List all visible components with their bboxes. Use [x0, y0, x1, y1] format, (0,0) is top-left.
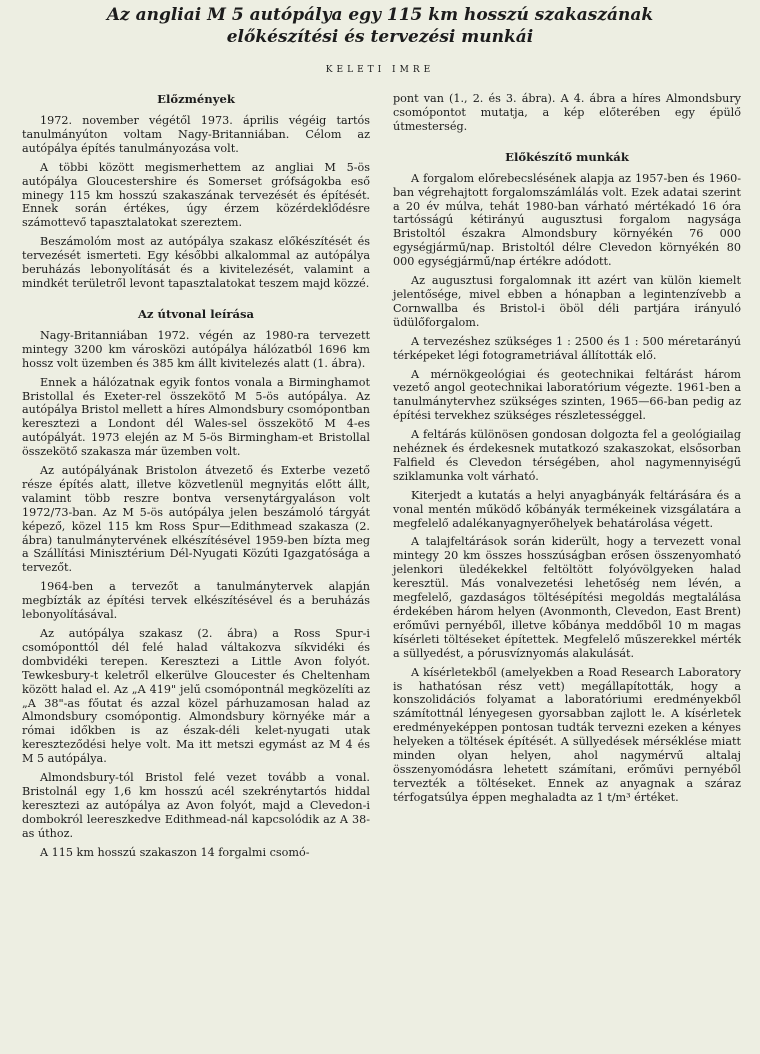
author-name: KELETI IMRE: [325, 65, 435, 75]
paragraph: Ennek a hálózatnak egyik fontos vonala a Birminghamot Bristollal és Exeter-rel összekötő M 5-ös autópálya. Az autópálya Bristol mellett a híres Almondsbury csomópontban keresztezi a Londont dél Wales-sel összekötő M 4-es autópályát. 1973 elején az M 5-ös Birmingham-et Bristollal összekötő szakasza már üzemben volt.: [22, 375, 370, 459]
paragraph: A talajfeltárások során kiderült, hogy a tervezett vonal mintegy 20 km összes hosszúságban erősen összenyomható jelenkori üledékekkel feltöltött folyóvölgyeken halad keresztül. Más vonalvezetési lehetőség nem lévén, a megfelelő, gazdaságos töltésépítési megoldás megtalálása érdekében három helyen (Avonmonth, Clevedon, East Brent) erőművi pernyéből, illetve kőbánya meddőből 10 m magas kísérleti töltéseket építettek. Megfelelő műszerekkel mérték a süllyedést, a pórusvíznyomás alakulását.: [393, 535, 741, 660]
paragraph: A forgalom előrebecslésének alapja az 1957-ben és 1960-ban végrehajtott forgalomszámlálás volt. Ezek adatai szerint a 20 év múlva, tehát 1980-ban várható mértékadó 16 óra tartósságú kétirányú augusztusi forgalom nagysága Bristoltól északra Almondsbury környékén 76 000 egységjármű/nap. Bristoltól délre Clevedon környékén 80 000 egységjármű/nap értékre adódott.: [393, 171, 741, 269]
paragraph: Kiterjedt a kutatás a helyi anyagbányák feltárására és a vonal mentén működő kőbányák termékeinek vizsgálatára a megfelelő adalékanyagnyerőhelyek behatárolása végett.: [393, 488, 741, 530]
paragraph: A 115 km hosszú szakaszon 14 forgalmi csomó-: [40, 845, 310, 859]
article-title: [0, 4, 760, 48]
title-line-1: Az angliai M 5 autópálya egy 115 km hosszú szakaszának: [106, 5, 654, 25]
title-line-2: előkészítési és tervezési munkái: [226, 27, 534, 47]
paragraph: A feltárás különösen gondosan dolgozta fel a geológiailag nehéznek és érdekesnek mutatkozó szakaszokat, elsősorban Falfield és Clevedon térségében, ahol nagymennyiségű sziklamunka volt várható.: [393, 428, 741, 483]
paragraph: A többi között megismerhettem az angliai M 5-ös autópálya Gloucestershire és Somerset grófságokba eső minegy 115 km hosszú szakaszának tervezését és építését. Ennek során értékes, úgy érzem közérdeklődésre számottevő tapasztalatokat szereztem.: [22, 160, 370, 230]
paragraph: Az autópálya szakasz (2. ábra) a Ross Spur-i csomóponttól dél felé halad váltakozva síkvidéki és dombvidéki terepen. Keresztezi a Little Avon folyót. Tewkesbury-t keletről elkerülve Gloucester és Cheltenham között halad el. Az „A 419" jelű csomópontnál megközelíti az „A 38"-as főutat és azzal közel párhuzamosan halad az Almondsbury csomópontig. Almondsbury környéke már a római időkben is az észak-déli kelet-nyugati utak kereszteződési helye volt. Ma itt metszi egymást az M 4 és M 5 autópálya.: [22, 627, 370, 766]
right-column: [393, 92, 741, 805]
paragraph: A mérnökgeológiai és geotechnikai feltárást három vezető angol geotechnikai laboratórium végezte. 1961-ben a tanulmánytervhez szükséges szinten, 1965—66-ban pedig az építési tervekhez szükséges részletességgel.: [393, 367, 741, 423]
paragraph: Az augusztusi forgalomnak itt azért van külön kiemelt jelentősége, mivel ebben a hónapban a legintenzívebb a Cornwallba és Bristol-i öböl déli partjára irányuló üdülőforgalom.: [393, 274, 741, 329]
left-column: [22, 92, 370, 860]
paragraph: Beszámolóm most az autópálya szakasz előkészítését és tervezését ismerteti. Egy későbbi alkalommal az autópálya beruházás lebonyolítását és a kivitelezését, valamint a mindkét területről levont tapasztalatokat teszem majd közzé.: [22, 235, 370, 290]
paragraph: A kísérletekből (amelyekben a Road Research Laboratory is hathatósan rész vett) megállapították, hogy a konszolidációs folyamat a laboratóriumi eredményekből számítottnál lényegesen gyorsabban zajlott le. A kísérletek eredményeképpen pontosan tudták tervezni ezeken a kényes helyeken a töltések építését. A süllyedések mérséklése miatt minden olyan helyen, ahol nagymérvű altalaj összenyomódásra lehetett számítani, erőművi pernyéből tervezték a töltéseket. Ennek az anyagnak a száraz térfogatsúlya éppen meghaladta az 1 t/m³ értéket.: [393, 665, 741, 804]
paragraph: A tervezéshez szükséges 1 : 2500 és 1 : 500 méretarányú térképeket légi fotogrametriával állították elő.: [393, 334, 741, 362]
paragraph: Almondsbury-tól Bristol felé vezet tovább a vonal. Bristolnál egy 1,6 km hosszú acél szekrénytartós hiddal keresztezi az autópálya az Avon folyót, majd a Clevedon-i dombokról leereszkedve Edithmead-nál kapcsolódik az A 38-as úthoz.: [22, 771, 370, 840]
paragraph: 1972. november végétől 1973. április végéig tartós tanulmányúton voltam Nagy-Britanniában. Célom az autópálya építés tanulmányozása volt.: [22, 114, 370, 155]
paragraph: Az autópályának Bristolon átvezető és Exterbe vezető része építés alatt, illetve közvetlenül megnyitás előtt állt, valamint több reszre bontva versenytárgyaláson volt 1972/73-ban. Az M 5-ös autópálya jelen beszámoló tárgyát képező, közel 115 km Ross Spur—Edithmead szakasza (2. ábra) tanulmánytervének elkészítésével 1959-ben bízta meg a Szállítási Minisztérium Dél-Nyugati Közúti Igazgatósága a tervezőt.: [22, 464, 370, 575]
section-heading-elozmenyek: Előzmények: [157, 92, 235, 106]
section-heading-utvonal: Az útvonal leírása: [137, 306, 255, 321]
paragraph: Nagy-Britanniában 1972. végén az 1980-ra tervezett mintegy 3200 km városközi autópálya hálózatból 1696 km hossz volt üzemben és 385 km állt kivitelezés alatt (1. ábra).: [22, 328, 370, 370]
paragraph-continued: pont van (1., 2. és 3. ábra). A 4. ábra a híres Almondsbury csomópontot mutatja, a kép előterében egy épülő útmesterség.: [393, 92, 741, 133]
section-heading-elokeszito: Előkészítő munkák: [505, 149, 629, 164]
paragraph: 1964-ben a tervezőt a tanulmánytervek alapján megbízták az építési tervek elkészítésével és a beruházás lebonyolításával.: [22, 580, 370, 622]
